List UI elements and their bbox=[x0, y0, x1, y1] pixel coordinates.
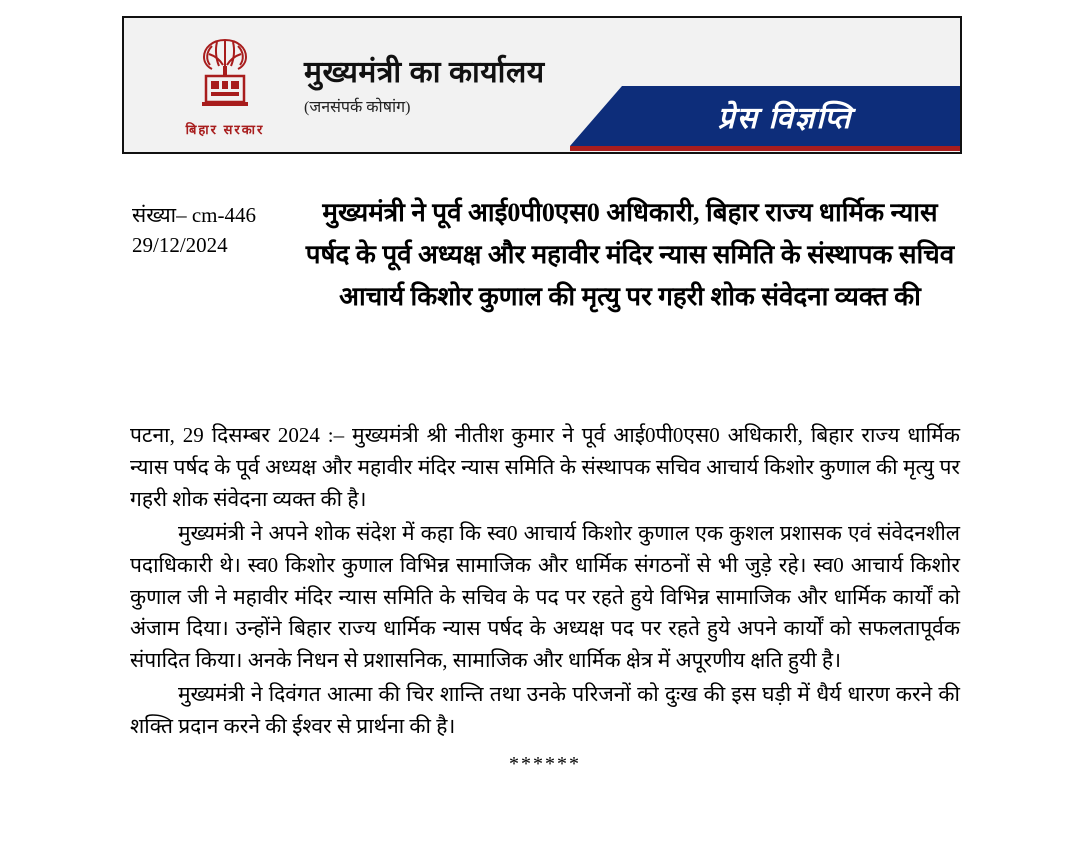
letterhead bbox=[122, 16, 962, 154]
bihar-government-emblem-icon bbox=[182, 32, 268, 118]
document-body bbox=[130, 420, 960, 779]
body-paragraph-1: पटना, 29 दिसम्बर 2024 :– मुख्यमंत्री श्री नीतीश कुमार ने पूर्व आई0पी0एस0 अधिकारी, बिहार राज्य धार्मिक न्यास पर्षद के पूर्व अध्यक्ष और महावीर मंदिर न्यास समिति के संस्थापक सचिव आचार्य किशोर कुणाल की मृत्यु पर गहरी शोक संवेदना व्यक्त की है। bbox=[130, 423, 960, 511]
bihar-government-emblem bbox=[160, 32, 290, 144]
office-subtitle: (जनसंपर्क कोषांग) bbox=[304, 99, 411, 116]
emblem-caption: बिहार सरकार bbox=[185, 122, 265, 137]
press-release-banner-label: प्रेस विज्ञप्ति bbox=[717, 101, 853, 135]
document-meta bbox=[132, 200, 302, 261]
release-number: संख्या– cm-446 bbox=[132, 203, 256, 227]
end-marker: ****** bbox=[509, 753, 581, 776]
page-title: मुख्यमंत्री ने पूर्व आई0पी0एस0 अधिकारी, बिहार राज्य धार्मिक न्यास पर्षद के पूर्व अध्यक्ष और महावीर मंदिर न्यास समिति के संस्थापक सचिव आचार्य किशोर कुणाल की मृत्यु पर गहरी शोक संवेदना व्यक्त की bbox=[305, 198, 955, 312]
body-paragraph-2: मुख्यमंत्री ने अपने शोक संदेश में कहा कि स्व0 आचार्य किशोर कुणाल एक कुशल प्रशासक एवं संवेदनशील पदाधिकारी थे। स्व0 किशोर कुणाल विभिन्न सामाजिक और धार्मिक संगठनों से भी जुड़े रहे। स्व0 आचार्य किशोर कुणाल जी ने महावीर मंदिर न्यास समिति के सचिव के पद पर रहते हुये विभिन्न सामाजिक और धार्मिक कार्यों को अंजाम दिया। उन्होंने बिहार राज्य धार्मिक न्यास पर्षद के अध्यक्ष पद पर रहते हुये अपने कार्यों को सफलतापूर्वक संपादित किया। अनके निधन से प्रशासनिक, सामाजिक और धार्मिक क्षेत्र में अपूरणीय क्षति हुयी है। bbox=[130, 520, 960, 673]
body-paragraph-3: मुख्यमंत्री ने दिवंगत आत्मा की चिर शान्ति तथा उनके परिजनों को दुःख की इस घड़ी में धैर्य धारण करने की शक्ति प्रदान करने की ईश्वर से प्रार्थना की है। bbox=[130, 682, 960, 739]
banner-underline bbox=[570, 146, 960, 151]
release-date: 29/12/2024 bbox=[132, 233, 228, 258]
office-title: मुख्यमंत्री का कार्यालय bbox=[304, 56, 545, 89]
